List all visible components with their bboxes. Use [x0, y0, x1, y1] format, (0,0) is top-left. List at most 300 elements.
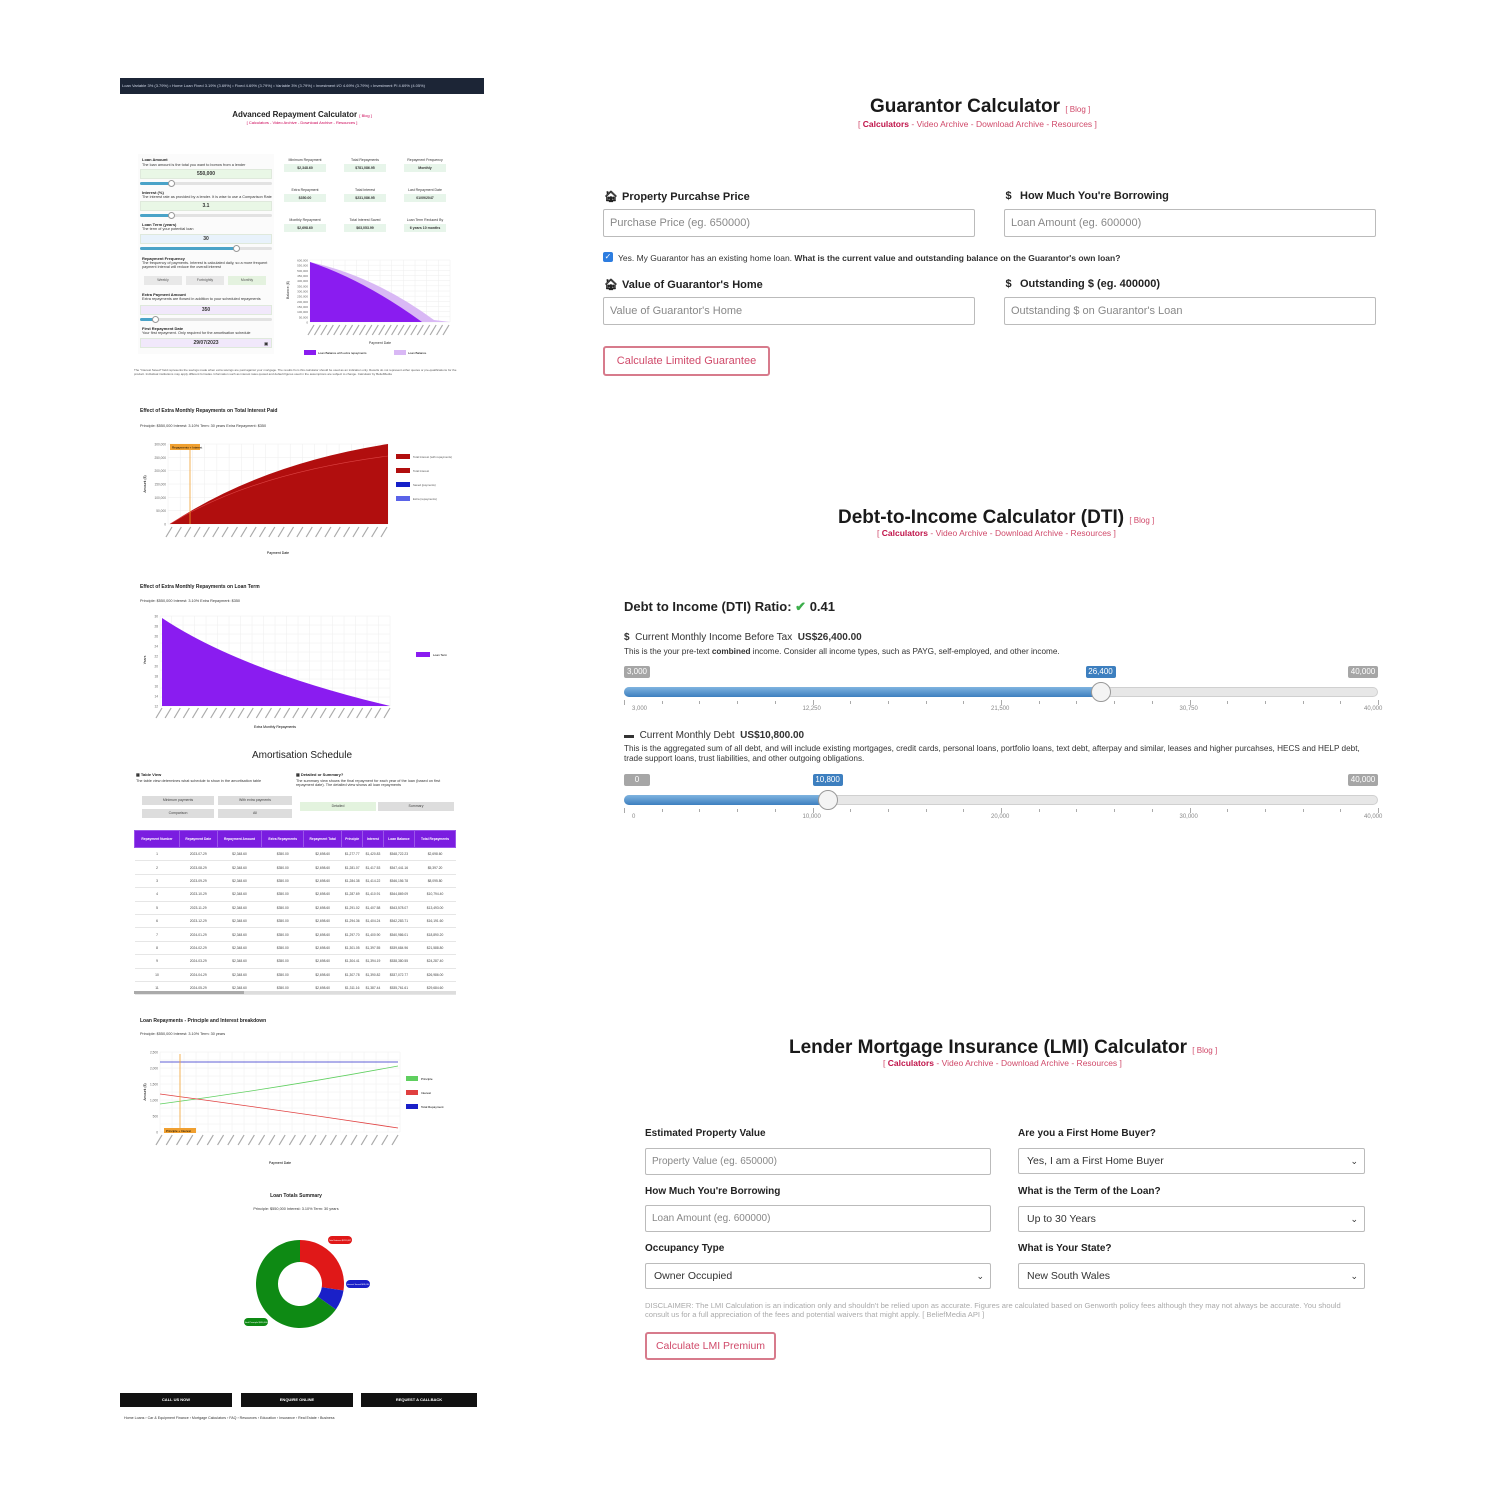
extra-payments-tab[interactable]: With extra payments	[218, 796, 292, 805]
y-tick-label: 400,000	[297, 279, 308, 284]
result-card	[404, 188, 446, 202]
table-header-cell[interactable]: Repayment Amount	[217, 831, 262, 848]
slider-fill	[624, 795, 828, 805]
x-tick-label	[187, 1135, 193, 1145]
x-tick-label	[213, 527, 219, 537]
inputs-panel: Loan Amount The loan amount is the total you want to borrow from a lender 550,000 Interest (%) The interest rate as provided by a lender. It is wise to use a Comparison Rate 3.1 Loan Term (years) The term of your potential loan 30 Repayment Frequency The frequency of payments. Interest is calculated daily, so a more frequent payment interval will reduce the overall interest Weekly Fortnightly Monthly Extra Payment Amount Extra repayments are flowed in addition to your scheduled repayments 350 First Repayment Date Your first repayment. Only required for the amortisation schedule 29/07/2023 ▣	[138, 154, 274, 354]
guarantor-title: Guarantor Calculator [ Blog ]	[870, 96, 1091, 117]
tick-mark	[813, 808, 814, 813]
blog-link[interactable]: [ Blog ]	[1192, 1046, 1218, 1055]
chevron-down-icon: ⌄	[1350, 1214, 1358, 1224]
table-cell: $2,698.60	[304, 955, 342, 968]
table-cell: $1,387.44	[363, 981, 384, 994]
table-cell: 2024-01-29	[180, 928, 218, 941]
calendar-icon[interactable]: ▣	[264, 341, 268, 346]
x-tick-label	[357, 708, 363, 718]
request-callback-button[interactable]: REQUEST A CALLBACK	[361, 1393, 477, 1407]
table-header-cell[interactable]: Repayment Total	[304, 831, 342, 848]
table-cell: $350.00	[262, 901, 304, 914]
x-tick-label	[327, 325, 333, 335]
x-tick-label	[372, 527, 378, 537]
dollar-icon: $	[624, 632, 630, 643]
table-row	[135, 968, 456, 981]
loan-amount-label: Loan Amount	[142, 157, 168, 162]
legend-label: Principle	[421, 1077, 433, 1081]
y-tick-label: 0	[156, 1130, 158, 1135]
tick-mark	[1152, 809, 1153, 812]
x-tick-label	[203, 527, 209, 537]
x-tick-label	[156, 708, 162, 718]
table-cell: $1,404.24	[363, 914, 384, 927]
table-header-cell[interactable]: Total Repayments	[415, 831, 456, 848]
y-tick-label: 2,000	[150, 1066, 158, 1071]
tick-mark	[775, 701, 776, 704]
dollar-icon: $	[1005, 278, 1012, 290]
interest-field[interactable]: 3.1	[140, 201, 272, 211]
guarantor-links[interactable]: [ Calculators - Video Archive - Download Archive - Resources ]	[858, 119, 1097, 129]
table-cell: $1,417.53	[363, 861, 384, 874]
table-cell: $350.00	[262, 955, 304, 968]
x-tick-label	[424, 325, 430, 335]
y-tick-label: 500,000	[297, 268, 308, 273]
detailed-tab[interactable]: Detailed	[300, 802, 376, 811]
x-tick-label	[392, 1135, 398, 1145]
slider-handle[interactable]	[1091, 682, 1111, 702]
table-cell: $543,578.07	[383, 901, 414, 914]
x-tick-label	[359, 325, 365, 335]
table-cell: $2,348.60	[217, 874, 262, 887]
tick-label: 12,250	[802, 706, 821, 712]
table-cell: 2	[135, 861, 180, 874]
x-tick-label	[156, 1135, 162, 1145]
outstanding-input[interactable]: Outstanding $ on Guarantor's Loan	[1004, 297, 1376, 325]
loan-amount-input[interactable]: Loan Amount (eg. 600000)	[1004, 209, 1376, 237]
table-cell: 2024-05-29	[180, 981, 218, 994]
property-value-input[interactable]: Property Value (eg. 650000)	[645, 1148, 991, 1175]
debt-desc: This is the aggregated sum of all debt, and will include existing mortgages, credit cards, personal loans, portfolio loans, text debt, afterpay and similar, leases and higher purcahses, HECS and HELP debt, trade support loans, trust liabilities, and other outgoing obligations.	[624, 744, 1360, 763]
occupancy-select[interactable]: Owner Occupied ⌄	[645, 1263, 991, 1289]
x-tick-label	[430, 325, 436, 335]
table-cell: $26,986.00	[415, 968, 456, 981]
term-label: Loan Term (years)	[142, 222, 177, 227]
tick-mark	[1114, 701, 1115, 704]
table-cell: $2,348.60	[217, 955, 262, 968]
loan-amount-slider[interactable]	[140, 182, 272, 185]
enquire-online-button[interactable]: ENQUIRE ONLINE	[241, 1393, 353, 1407]
result-card	[404, 158, 446, 172]
principle-line	[160, 1066, 398, 1104]
x-tick-label	[340, 325, 346, 335]
tick-mark	[926, 809, 927, 812]
x-axis-label: Payment Date	[266, 551, 290, 555]
result-value: $63,053.99	[344, 224, 386, 232]
x-tick-label	[320, 1135, 326, 1145]
tick-mark	[963, 809, 964, 812]
table-cell: 2023-10-29	[180, 888, 218, 901]
purchase-price-input[interactable]: Purchase Price (eg. 650000)	[603, 209, 975, 237]
table-scrollbar[interactable]	[134, 991, 456, 994]
lmi-loan-amount-input[interactable]: Loan Amount (eg. 600000)	[645, 1205, 991, 1232]
y-tick-label: 16	[154, 684, 158, 689]
table-cell: 6	[135, 914, 180, 927]
debt-label: ▬ Current Monthly Debt US$10,800.00	[624, 730, 805, 741]
x-tick-label	[330, 1135, 336, 1145]
freq-fortnightly-button[interactable]: Fortnightly	[186, 276, 224, 285]
x-tick-label	[329, 708, 335, 718]
table-cell: 8	[135, 941, 180, 954]
table-cell: $350.00	[262, 968, 304, 981]
x-tick-label	[325, 527, 331, 537]
loan-term-label: What is the Term of the Loan?	[1018, 1186, 1161, 1197]
blog-link[interactable]: [ Blog ]	[1065, 105, 1091, 114]
x-tick-label	[366, 325, 372, 335]
table-cell: $2,698.60	[304, 968, 342, 981]
y-tick-label: 12	[154, 704, 158, 709]
first-home-select[interactable]: Yes, I am a First Home Buyer ⌄	[1018, 1148, 1365, 1174]
comparison-tab[interactable]: Comparison	[142, 809, 214, 818]
x-tick-label	[194, 527, 200, 537]
calc-links[interactable]: [ Calculators - Video Archive - Download Archive - Resources ]	[246, 120, 358, 125]
amortisation-title: Amortisation Schedule	[251, 750, 353, 761]
table-cell: 2024-02-29	[180, 941, 218, 954]
all-tab[interactable]: All	[218, 809, 292, 818]
result-card	[404, 218, 446, 232]
tick-mark	[1303, 809, 1304, 812]
loan-amount-field[interactable]: 550,000	[140, 169, 272, 179]
loan-term-area	[162, 618, 390, 706]
x-tick-label	[275, 708, 281, 718]
tick-mark	[888, 701, 889, 704]
tick-mark	[1265, 701, 1266, 704]
x-tick-label	[220, 708, 226, 718]
x-tick-label	[241, 527, 247, 537]
table-cell: $2,698.60	[304, 901, 342, 914]
table-header-cell[interactable]: Repayment Number	[135, 831, 180, 848]
legend-swatch	[416, 652, 430, 657]
price-label: 🏠︎ Property Purcahse Price	[604, 191, 750, 203]
slice-label: Total Principle $550,000	[244, 1322, 268, 1324]
tick-mark	[624, 808, 625, 813]
tick-mark	[1303, 701, 1304, 704]
freq-weekly-button[interactable]: Weekly	[144, 276, 182, 285]
table-cell: 2023-07-29	[180, 848, 218, 861]
legend-swatch	[406, 1104, 418, 1109]
first-date-label: First Repayment Date	[142, 326, 184, 331]
interest-line	[160, 1094, 398, 1128]
table-cell: 3	[135, 874, 180, 887]
table-cell: $24,287.40	[415, 955, 456, 968]
term-field[interactable]: 30	[140, 234, 272, 244]
amortisation-table	[134, 830, 456, 995]
table-cell: $1,311.16	[342, 981, 363, 994]
breakdown-chart	[140, 1042, 470, 1168]
table-header-cell[interactable]: Principle	[342, 831, 363, 848]
lmi-links[interactable]: [ Calculators - Video Archive - Download Archive - Resources ]	[883, 1058, 1122, 1068]
table-cell: $350.00	[262, 928, 304, 941]
table-cell: $2,348.60	[217, 914, 262, 927]
occupancy-label: Occupancy Type	[645, 1243, 725, 1254]
extra-field[interactable]: 350	[140, 305, 272, 315]
tick-mark	[1340, 701, 1341, 704]
x-tick-label	[334, 325, 340, 335]
table-cell: $1,277.77	[342, 848, 363, 861]
x-tick-label	[314, 325, 320, 335]
x-tick-label	[279, 1135, 285, 1145]
home-icon: 🏠︎	[604, 279, 618, 291]
extra-label: Extra Payment Amount	[142, 292, 186, 297]
footer-actions	[120, 1393, 484, 1407]
term-slider[interactable]	[140, 247, 272, 250]
y-tick-label: 50,000	[298, 315, 308, 320]
state-label: What is Your State?	[1018, 1243, 1112, 1254]
calculate-lmi-button[interactable]: Calculate LMI Premium	[645, 1332, 776, 1360]
x-tick-label	[316, 527, 322, 537]
legend-label: Loan Balance with extra repayments	[318, 351, 367, 355]
table-cell: 1	[135, 848, 180, 861]
lmi-title: Lender Mortgage Insurance (LMI) Calculator [ Blog ]	[789, 1037, 1218, 1058]
x-tick-label	[228, 1135, 234, 1145]
y-tick-label: 14	[154, 694, 158, 699]
interest-chart	[140, 434, 470, 560]
income-label: $ Current Monthly Income Before Tax US$26,400.00	[624, 632, 862, 643]
result-card	[284, 158, 326, 172]
y-tick-label: 500	[152, 1114, 158, 1119]
table-cell: 2024-03-29	[180, 955, 218, 968]
legend-swatch	[396, 468, 410, 473]
result-label: Minimum Repayment	[288, 158, 322, 162]
blog-link[interactable]: [ Blog ]	[1129, 516, 1155, 525]
x-tick-label	[247, 708, 253, 718]
y-tick-label: 24	[154, 644, 158, 649]
table-cell: $1,301.05	[342, 941, 363, 954]
table-cell: $538,380.55	[383, 955, 414, 968]
table-cell: $539,684.96	[383, 941, 414, 954]
table-cell: $2,698.60	[304, 941, 342, 954]
x-tick-label	[437, 325, 443, 335]
x-tick-label	[311, 708, 317, 718]
table-header-cell[interactable]: Extra Repayments	[262, 831, 304, 848]
tick-mark	[1378, 700, 1379, 705]
x-tick-label	[417, 325, 423, 335]
extra-slider[interactable]	[140, 318, 272, 321]
result-value: $350.00	[284, 194, 326, 202]
x-tick-label	[202, 708, 208, 718]
rates-ticker: Loan Variable 3% (3.79%) • Home Loan Fixed 3.19% (3.69%) • Fixed 4.69% (3.79%) • Variable 3% (3.79%) • Investment I/O 4.69% (3.79%) • Investment PI 4.69% (4.05%)	[120, 78, 484, 94]
result-card	[284, 188, 326, 202]
table-cell: $2,698.60	[304, 928, 342, 941]
summary-tab[interactable]: Summary	[378, 802, 454, 811]
result-value: $231,086.95	[344, 194, 386, 202]
y-tick-label: 26	[154, 634, 158, 639]
result-value: 6 years 10 months	[404, 224, 446, 232]
table-cell: $1,287.69	[342, 888, 363, 901]
table-cell: $2,698.60	[304, 888, 342, 901]
dti-links[interactable]: [ Calculators - Video Archive - Download Archive - Resources ]	[877, 528, 1116, 538]
footer-breadcrumb[interactable]: Home Loans › Car & Equipment Finance › Mortgage Calculators › FAQ › Resources › Education › Insurance › Real Estate › Business	[124, 1416, 335, 1420]
min-value-tag: 0	[624, 774, 650, 786]
existing-loan-checkbox[interactable]: ✓	[604, 252, 612, 261]
legend-label: Extra (repayments)	[413, 497, 437, 501]
x-tick-label	[302, 708, 308, 718]
legend-label: Total Repayment	[421, 1105, 444, 1109]
home-icon: 🏠︎	[604, 191, 618, 203]
x-tick-label	[392, 325, 398, 335]
table-cell: 5	[135, 901, 180, 914]
x-tick-label	[344, 527, 350, 537]
table-cell: $1,407.58	[363, 901, 384, 914]
tick-mark	[737, 701, 738, 704]
table-row	[135, 941, 456, 954]
table-row	[135, 914, 456, 927]
y-tick-label: 150,000	[297, 305, 308, 309]
table-header-cell[interactable]: Repayment Date	[180, 831, 218, 848]
table-cell: $16,191.60	[415, 914, 456, 927]
tick-mark	[1190, 808, 1191, 813]
x-tick-label	[265, 708, 271, 718]
table-cell: $2,348.60	[217, 848, 262, 861]
x-tick-label	[348, 708, 354, 718]
x-tick-label	[211, 708, 217, 718]
tick-mark	[1227, 701, 1228, 704]
y-tick-label: 0	[306, 320, 308, 325]
debt-slider[interactable]	[624, 774, 1383, 824]
y-tick-label: 22	[154, 654, 158, 659]
slider-handle[interactable]	[818, 790, 838, 810]
table-cell: $1,304.41	[342, 955, 363, 968]
income-slider[interactable]	[624, 666, 1383, 716]
first-home-label: Are you a First Home Buyer?	[1018, 1128, 1156, 1139]
current-value-tag: 10,800	[813, 774, 843, 786]
x-tick-label	[174, 708, 180, 718]
chevron-down-icon: ⌄	[1350, 1156, 1358, 1166]
table-header-cell[interactable]: Interest	[363, 831, 384, 848]
y-tick-label: 450,000	[297, 274, 308, 278]
x-tick-label	[443, 325, 449, 335]
table-cell: $1,400.90	[363, 928, 384, 941]
tick-mark	[1001, 700, 1002, 705]
x-tick-label	[218, 1135, 224, 1145]
page-title: Advanced Repayment Calculator [ Blog ]	[232, 110, 372, 119]
y-tick-label: 350,000	[297, 284, 308, 289]
total-interest-slice	[300, 1240, 344, 1291]
x-tick-label	[297, 527, 303, 537]
table-cell: $10,794.40	[415, 888, 456, 901]
table-cell: $1,394.19	[363, 955, 384, 968]
y-tick-label: 300,000	[154, 442, 166, 447]
table-cell: $2,348.60	[217, 941, 262, 954]
y-tick-label: 600,000	[297, 258, 308, 263]
credit-card-icon: ▬	[624, 730, 634, 741]
y-tick-label: 250,000	[297, 294, 308, 299]
state-select[interactable]: New South Wales ⌄	[1018, 1263, 1365, 1289]
table-cell: $21,588.80	[415, 941, 456, 954]
tick-mark	[737, 809, 738, 812]
tick-mark	[662, 701, 663, 704]
guarantor-home-input[interactable]: Value of Guarantor's Home	[603, 297, 975, 325]
table-cell: 11	[135, 981, 180, 994]
table-cell: $2,348.60	[217, 861, 262, 874]
x-tick-label	[404, 325, 410, 335]
legend-swatch	[396, 454, 410, 459]
outstanding-label: $ Outstanding $ (eg. 400000)	[1002, 278, 1160, 290]
x-tick-label	[341, 1135, 347, 1145]
result-label: Total Repayments	[350, 158, 379, 162]
table-view-label: ▦ Table View	[136, 772, 162, 777]
table-cell: $350.00	[262, 848, 304, 861]
existing-loan-text: Yes. My Guarantor has an existing home loan. What is the current value and outstanding balance on the Guarantor's own loan?	[618, 253, 1121, 263]
x-axis-label: Payment Date	[368, 341, 392, 345]
tick-label: 30,000	[1179, 814, 1198, 820]
legend-label: Loan Balance	[408, 351, 427, 355]
table-header-cell[interactable]: Loan Balance	[383, 831, 414, 848]
legend-swatch	[396, 482, 410, 487]
table-cell: $2,348.60	[217, 968, 262, 981]
legend-label: Total Interest (with repayments)	[413, 455, 453, 459]
tick-mark	[662, 809, 663, 812]
table-row	[135, 874, 456, 887]
interest-slider[interactable]	[140, 214, 272, 217]
result-card	[344, 188, 386, 202]
x-tick-label	[269, 1135, 275, 1145]
table-cell: $2,348.60	[217, 888, 262, 901]
y-axis-label: Amount ($)	[143, 1083, 147, 1101]
slice-label: Total Interest $231,087	[328, 1240, 352, 1242]
first-date-field[interactable]: 29/07/2023 ▣	[140, 338, 272, 348]
table-cell: $2,698.60	[304, 848, 342, 861]
slice-label: Interest Saved $63,054	[346, 1284, 370, 1286]
table-row	[135, 848, 456, 861]
x-tick-label	[371, 1135, 377, 1145]
borrow-label: $ How Much You're Borrowing	[1002, 190, 1169, 202]
tick-mark	[1265, 809, 1266, 812]
result-label: Monthly Repayment	[289, 218, 321, 222]
table-cell: $2,698.60	[304, 981, 342, 994]
y-tick-label: 1,500	[150, 1082, 158, 1087]
table-cell: $2,698.60	[304, 874, 342, 887]
min-payments-tab[interactable]: Minimum payments	[142, 796, 214, 805]
freq-monthly-button[interactable]: Monthly	[228, 276, 266, 285]
table-cell: $2,348.60	[217, 928, 262, 941]
calculate-guarantee-button[interactable]: Calculate Limited Guarantee	[603, 346, 770, 376]
x-tick-label	[385, 325, 391, 335]
x-tick-label	[248, 1135, 254, 1145]
table-cell: $546,156.78	[383, 874, 414, 887]
x-tick-label	[384, 708, 390, 718]
check-icon: ✔	[795, 599, 807, 614]
result-value: $2,348.60	[284, 164, 326, 172]
lmi-disclaimer: DISCLAIMER: The LMI Calculation is an indication only and shouldn't be relied upon as accurate. Figures are calculated based on Genworth policy fees although they may not always be accurate. You should consult us for a full appreciation of the fees and potential waivers that might apply. [ BeliefMedia API ]	[645, 1301, 1341, 1319]
y-tick-label: 20	[154, 664, 158, 669]
tick-mark	[1152, 701, 1153, 704]
x-axis-label: Payment Date	[268, 1161, 292, 1165]
loan-balance-extra-area	[310, 262, 422, 322]
results-disclaimer: The "Interest Saved" field represents the savings made when extra savings are paid against your mortgage. The results from this calculator should be used as an indication only. Results do not represent either quotes or pre-qualifications for the product. Individual institutions may apply different formulas. Information such as interest rates quoted and default figures used in the assumptions are subject to change. Calculator by BeliefMedia	[134, 368, 457, 376]
table-cell: $1,307.78	[342, 968, 363, 981]
y-tick-label: 150,000	[154, 482, 166, 487]
table-cell: $350.00	[262, 874, 304, 887]
x-tick-label	[177, 1135, 183, 1145]
loan-term-select[interactable]: Up to 30 Years ⌄	[1018, 1206, 1365, 1232]
table-cell: $5,397.20	[415, 861, 456, 874]
x-tick-label	[361, 1135, 367, 1145]
x-tick-label	[288, 527, 294, 537]
totals-title: Loan Totals Summary	[270, 1193, 322, 1199]
result-label: Total Interest	[354, 188, 376, 192]
y-tick-label: 1,000	[150, 1098, 158, 1103]
call-us-button[interactable]: CALL US NOW	[120, 1393, 232, 1407]
x-tick-label	[382, 1135, 388, 1145]
x-tick-label	[183, 708, 189, 718]
